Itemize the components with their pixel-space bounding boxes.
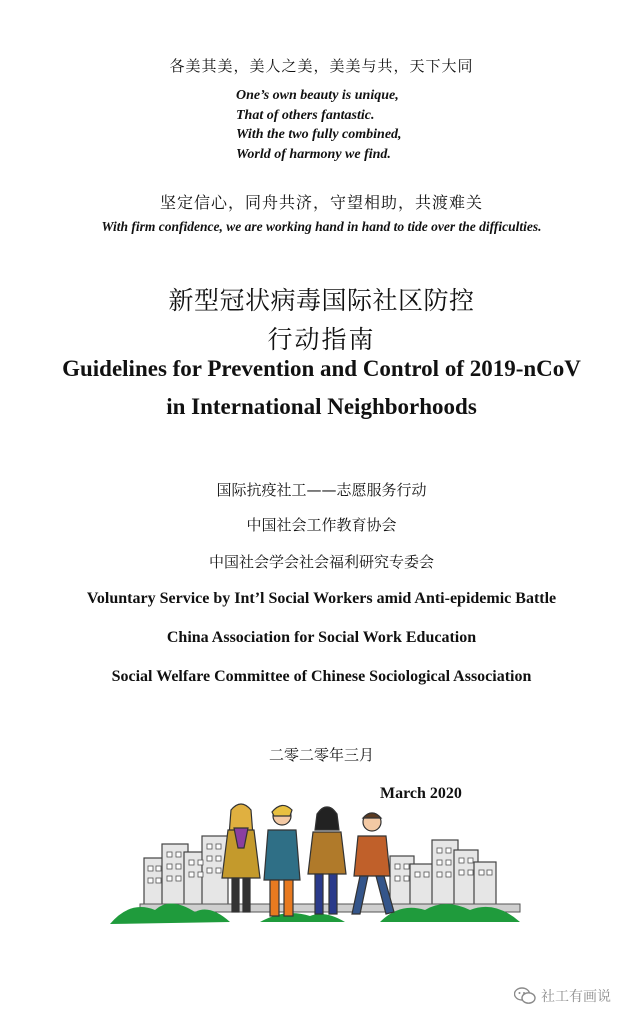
title-english-line2: in International Neighborhoods: [166, 394, 477, 419]
person-brown-coat: [308, 807, 346, 914]
poem-line: With the two fully combined,: [236, 127, 402, 142]
organization-chinese: 中国社会学会社会福利研究专委会: [208, 553, 434, 571]
community-people-illustration: [110, 800, 530, 930]
date-english: March 2020: [380, 785, 462, 802]
organization-chinese: 国际抗疫社工——志愿服务行动: [216, 481, 427, 499]
organization-english: Voluntary Service by Int’l Social Workers amid Anti-epidemic Battle: [86, 590, 557, 607]
watermark: [514, 986, 611, 1006]
poem-line: One’s own beauty is unique,: [236, 88, 399, 103]
organization-english: China Association for Social Work Education: [166, 629, 477, 646]
date-chinese: 二零二零年三月: [268, 746, 374, 764]
title-chinese-line1: 新型冠状病毒国际社区防控: [168, 286, 475, 315]
person-teal-coat: [264, 805, 300, 916]
poem-line: World of harmony we find.: [236, 146, 391, 162]
slogan-chinese: 坚定信心，同舟共济，守望相助，共渡难关: [159, 193, 483, 212]
slogan-english: With firm confidence, we are working hand in hand to tide over the difficulties.: [101, 219, 542, 234]
watermark-text: 社工有画说: [541, 989, 611, 1005]
person-orange-coat: [352, 813, 394, 914]
organization-english: Social Welfare Committee of Chinese Sociological Association: [111, 668, 532, 685]
motto-chinese: 各美其美，美人之美，美美与共，天下大同: [169, 57, 474, 75]
organization-chinese: 中国社会工作教育协会: [246, 516, 397, 534]
motto-poem: [236, 86, 402, 164]
poem-line: That of others fantastic.: [236, 107, 375, 123]
title-chinese-line2: 行动指南: [267, 325, 376, 354]
title-english-line1: Guidelines for Prevention and Control of 2019-nCoV: [62, 356, 581, 381]
wechat-icon: [514, 987, 536, 1005]
